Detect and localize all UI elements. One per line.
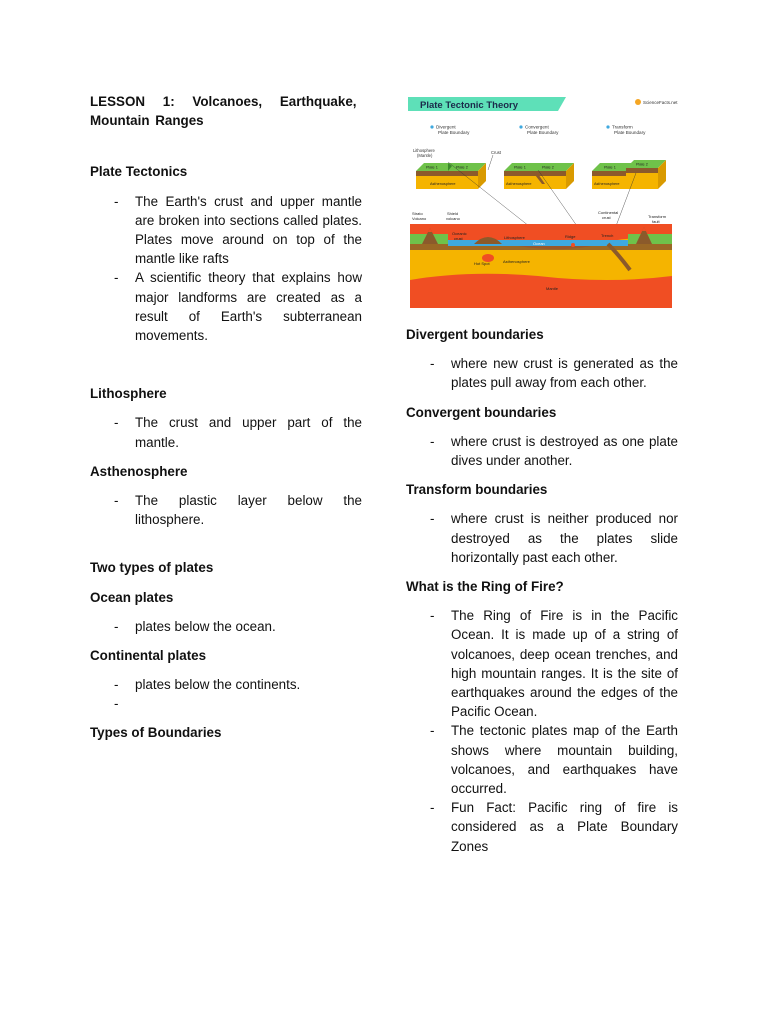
list-item: - plates below the continents.	[90, 675, 362, 694]
heading-transform-boundaries: Transform boundaries	[406, 482, 548, 498]
list-item: - A scientific theory that explains how major landforms are created as a result of Earth's subterranean movements.	[90, 268, 362, 345]
label-continental-1: Continental	[598, 210, 619, 215]
heading-continental-plates: Continental plates	[90, 648, 207, 664]
label-hot-spot: Hot Spot	[474, 261, 490, 266]
list-item: - where new crust is generated as the plates pull away from each other.	[406, 354, 678, 392]
legend-convergent-line1: Convergent	[525, 124, 549, 130]
legend-transform-line2: Plate Boundary	[614, 130, 646, 135]
plate-tectonic-diagram	[408, 94, 678, 308]
label-crust: Crust	[491, 150, 502, 155]
label-oceanic-1: Oceanic	[452, 231, 467, 236]
heading-plate-tectonics: Plate Tectonics	[90, 164, 188, 180]
convergent-list	[406, 432, 678, 470]
asthenosphere-list	[90, 491, 362, 529]
divergent-plate1-label: Plate 1	[426, 165, 438, 170]
list-item: - plates below the ocean.	[90, 617, 362, 636]
plate-tectonics-list	[90, 192, 362, 346]
heading-ocean-plates: Ocean plates	[90, 589, 174, 605]
label-ocean: Ocean	[533, 241, 545, 246]
label-lithosphere-block: Lithosphere	[413, 148, 435, 153]
list-item: - where crust is neither produced nor destroyed as the plates slide horizontally past each other.	[406, 509, 678, 567]
heading-convergent-boundaries: Convergent boundaries	[406, 404, 557, 420]
label-ridge: Ridge	[565, 234, 576, 239]
label-asthenosphere-cross: Asthenosphere	[503, 259, 530, 264]
legend-convergent-line2: Plate Boundary	[527, 130, 559, 135]
lesson-title-line1: LESSON 1: Volcanoes, Earthquake,	[90, 94, 357, 109]
divergent-asthenosphere-label: Asthenosphere	[430, 182, 456, 186]
transform-block	[592, 160, 666, 189]
label-shield-1: Shield	[447, 211, 459, 216]
convergent-block	[504, 163, 574, 189]
divergent-block	[416, 163, 486, 189]
lithosphere-list	[90, 413, 362, 451]
transform-list	[406, 509, 678, 567]
list-item: - where crust is destroyed as one plate dives under another.	[406, 432, 678, 470]
transform-plate1-label: Plate 1	[604, 165, 616, 170]
label-trench: Trench	[601, 233, 614, 238]
heading-types-of-boundaries: Types of Boundaries	[90, 725, 222, 741]
list-item: - The crust and upper part of the mantle.	[90, 413, 362, 451]
legend-divergent-line2: Plate Boundary	[438, 130, 470, 135]
legend-transform-line1: Transform	[612, 124, 633, 130]
heading-asthenosphere: Asthenosphere	[90, 463, 188, 479]
label-continental-2: crust	[602, 215, 611, 220]
list-item: - Fun Fact: Pacific ring of fire is considered as a Plate Boundary Zones	[406, 798, 678, 856]
label-oceanic-2: crust	[454, 236, 463, 241]
list-item	[90, 694, 362, 713]
transform-asthenosphere-label: Asthenosphere	[594, 182, 620, 186]
right-column	[406, 325, 678, 856]
ring-of-fire-list	[406, 606, 678, 856]
cross-section	[410, 224, 672, 308]
divergent-plate2-label: Plate 2	[456, 165, 468, 170]
heading-divergent-boundaries: Divergent boundaries	[406, 327, 544, 342]
convergent-plate2-label: Plate 2	[542, 165, 554, 170]
convergent-plate1-label: Plate 1	[514, 165, 526, 170]
divergent-list	[406, 354, 678, 392]
label-mantle: Mantle	[546, 286, 559, 291]
diagram-title: Plate Tectonic Theory	[420, 100, 519, 111]
left-column	[90, 92, 362, 743]
ocean-plates-list	[90, 617, 362, 636]
list-item: - The Earth's crust and upper mantle are broken into sections called plates. Plates move around on top of the mantle like rafts	[90, 192, 362, 269]
heading-lithosphere: Lithosphere	[90, 386, 167, 402]
continental-plates-list	[90, 675, 362, 713]
label-transform-1: Transform	[648, 214, 667, 219]
transform-plate2-label: Plate 2	[636, 162, 648, 167]
diagram-brand: ScienceFacts.net	[643, 100, 678, 105]
list-item: - The plastic layer below the lithosphere.	[90, 491, 362, 529]
label-transform-2: fault	[652, 219, 660, 224]
list-item: - The tectonic plates map of the Earth shows where mountain building, volcanoes, and earthquakes have occurred.	[406, 721, 678, 798]
legend-divergent-line1: Divergent	[436, 124, 456, 130]
label-lithosphere-cross: Lithosphere	[504, 235, 525, 240]
list-item: - The Ring of Fire is in the Pacific Ocean. It is made up of a string of volcanoes, deep ocean trenches, and high mountain ranges. It is the site of earthquakes around the edges of the Pacific Ocean.	[406, 606, 678, 721]
heading-two-types-of-plates: Two types of plates	[90, 560, 214, 576]
lesson-title-line2: Mountain Ranges	[90, 113, 204, 129]
heading-ring-of-fire: What is the Ring of Fire?	[406, 579, 564, 595]
label-mantle-paren: (Mantle)	[417, 153, 433, 158]
convergent-asthenosphere-label: Asthenosphere	[506, 182, 532, 186]
label-strato-1: Strato	[412, 211, 423, 216]
label-shield-2: volcano	[446, 216, 460, 221]
label-strato-2: Volcano	[412, 216, 427, 221]
lesson-title	[90, 92, 362, 130]
brand-logo-icon	[635, 99, 641, 105]
